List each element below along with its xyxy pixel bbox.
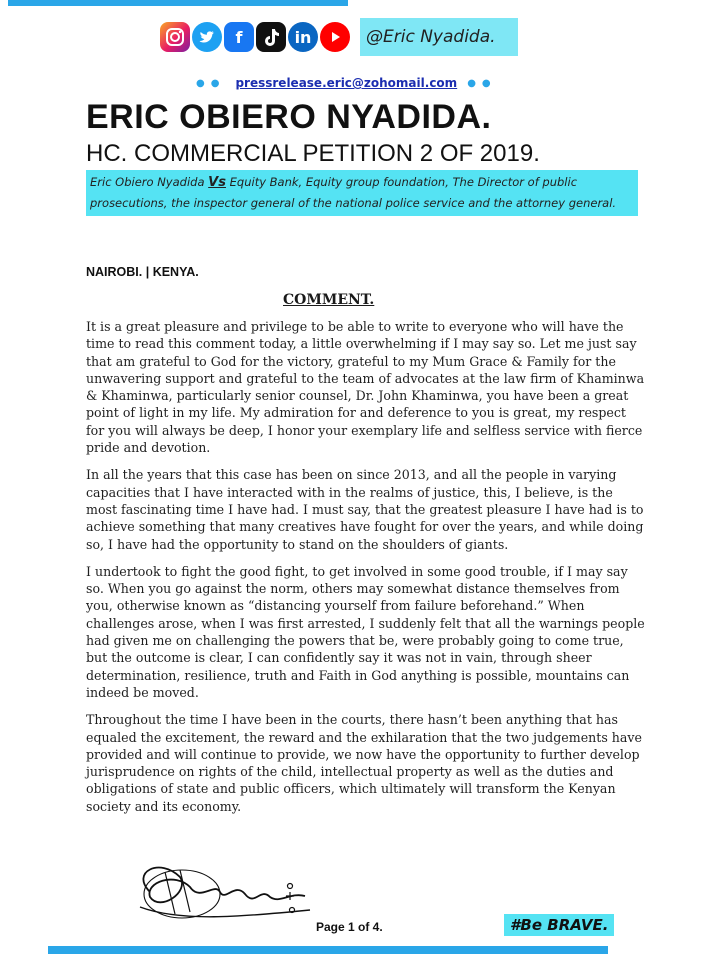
facebook-icon[interactable]: f xyxy=(224,22,254,52)
petitioner-name: Eric Obiero Nyadida xyxy=(90,175,209,189)
case-parties xyxy=(86,170,638,216)
tiktok-icon[interactable] xyxy=(256,22,286,52)
case-number: HC. COMMERCIAL PETITION 2 OF 2019. xyxy=(86,140,540,167)
decorative-dots-icon: ●● xyxy=(196,77,226,89)
versus-label: Vs xyxy=(208,175,226,190)
social-icons-row xyxy=(160,18,518,56)
paragraph: It is a great pleasure and privilege to be able to write to everyone who will have the time to read this comment today, a little overwhelming if I may say so. Let me just say that am grateful to God for the victory, grateful to my Mum Grace & Family for the unwavering support and grateful to the team of advocates at the law firm of Khaminwa & Khaminwa, particularly senior counsel, Dr. John Khaminwa, you have been a great point of light in my life. My admiration for and deference to you is great, my respect for you will always be deep, I honor your exemplary life and selfless service with fierce pride and devotion. xyxy=(86,319,645,456)
section-heading: COMMENT. xyxy=(283,292,375,308)
respondents-list: Equity Bank, Equity group foundation, The Director of public prosecutions, the inspector general of the national police service and the attorney general. xyxy=(90,175,617,210)
contact-email-link[interactable]: pressrelease.eric@zohomail.com xyxy=(235,76,458,90)
decorative-dots-icon: ●● xyxy=(467,77,497,89)
paragraph: I undertook to fight the good fight, to get involved in some good trouble, if I may say so. When you go against the norm, others may somewhat distance themselves from you, otherwise known as “distancing yourself from failure beforehand.” When challenges arose, when I was first arrested, I suddenly felt that all the warnings people had given me on challenging the powers that be, were probably going to come true, but the outcome is clear, I can confidently say it was not in vain, through sheer determination, resilience, truth and Faith in God anything is possible, mountains can indeed be moved. xyxy=(86,563,645,700)
paragraph: Throughout the time I have been in the courts, there hasn’t been anything that has equaled the excitement, the reward and the exhilaration that the two judgements have provided and will continue to provide, we now have the opportunity to further develop jurisprudence on rights of the child, intellectual property as well as the duties and obligations of state and public officers, which ultimately will transform the Kenyan society and its economy. xyxy=(86,712,642,814)
location-line: NAIROBI. | KENYA. xyxy=(86,265,199,279)
instagram-icon[interactable] xyxy=(160,22,190,52)
signature-marks xyxy=(272,882,312,922)
youtube-icon[interactable] xyxy=(320,22,350,52)
tagline-badge: #Be BRAVE. xyxy=(504,914,614,936)
linkedin-icon[interactable]: in xyxy=(288,22,318,52)
social-handle: @Eric Nyadida. xyxy=(360,18,518,56)
paragraph: In all the years that this case has been on since 2013, and all the people in varying capacities that I have interacted with in the realms of justice, this, I believe, is the most fascinating time I have had. I must say, that the greatest pleasure I have had is to achieve something that many creatives have fought for over the years, and while doing so, I have had the opportunity to stand on the shoulders of giants. xyxy=(86,467,644,552)
author-title: ERIC OBIERO NYADIDA. xyxy=(86,98,492,136)
comment-body xyxy=(86,318,646,825)
twitter-icon[interactable] xyxy=(192,22,222,52)
bottom-accent-bar xyxy=(48,946,608,954)
page-number: Page 1 of 4. xyxy=(316,920,383,934)
email-row xyxy=(196,76,497,90)
top-accent-bar xyxy=(8,0,348,6)
